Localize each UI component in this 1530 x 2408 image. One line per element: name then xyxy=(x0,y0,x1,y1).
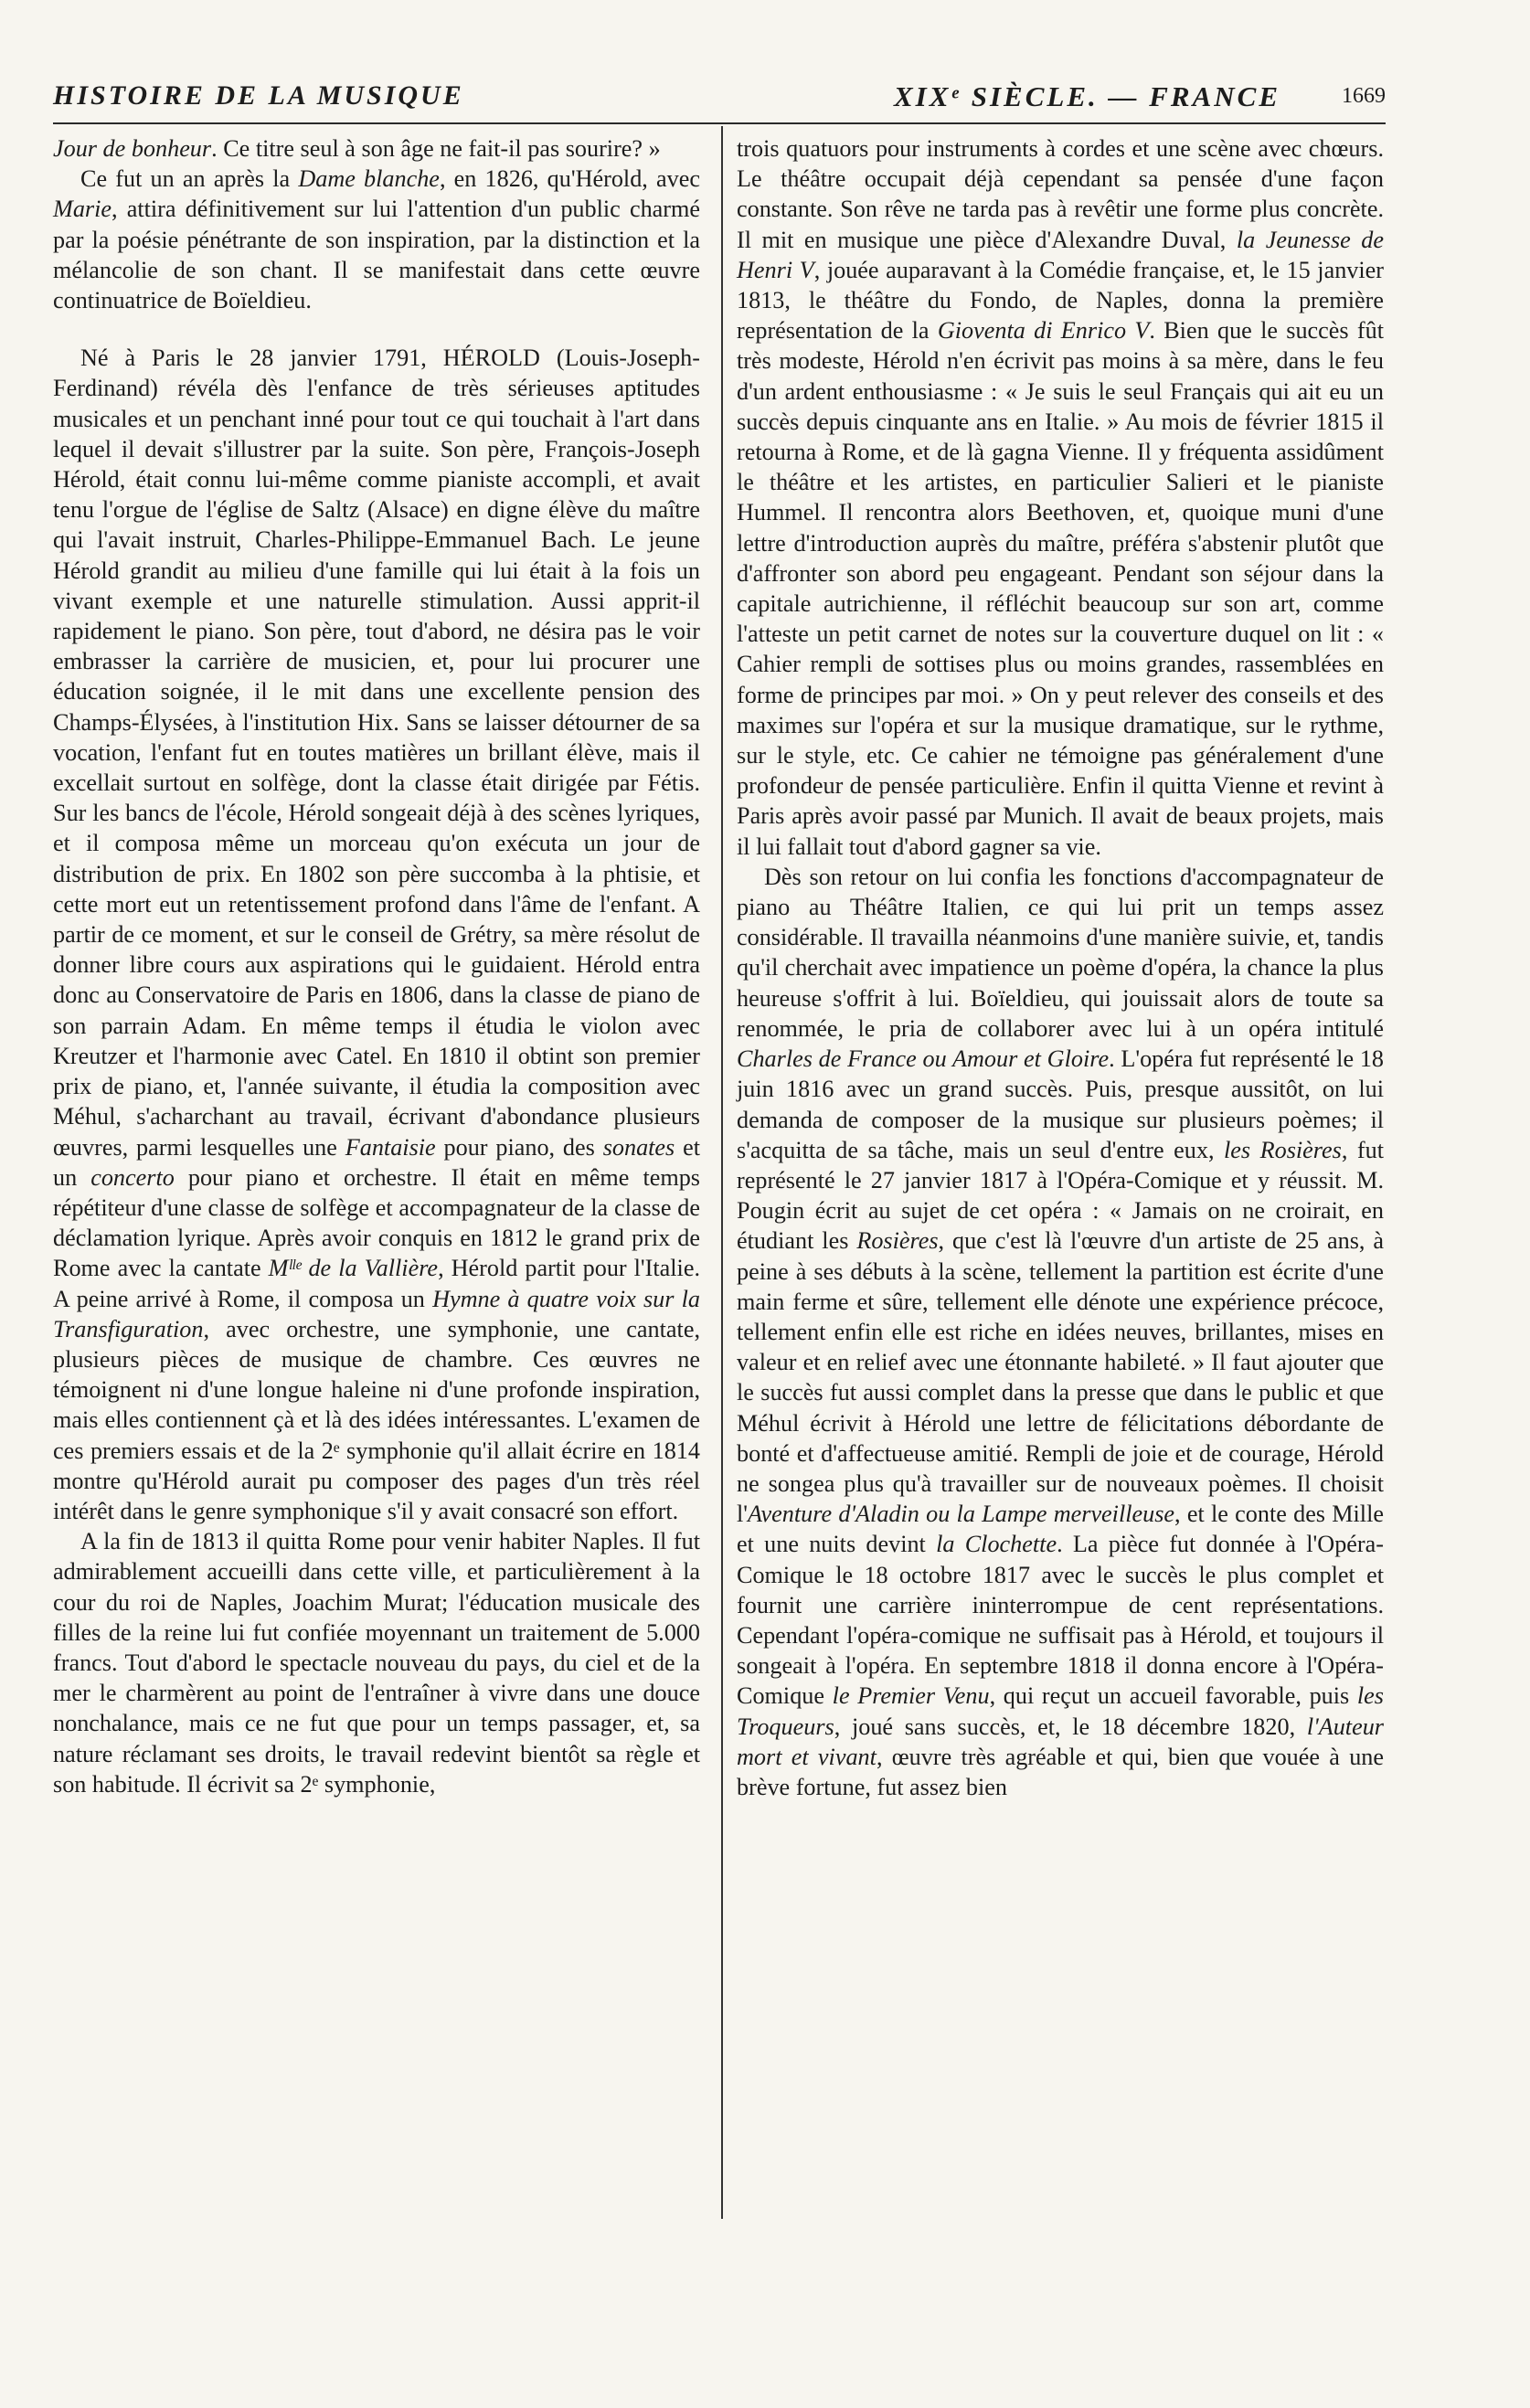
paragraph: A la fin de 1813 il quitta Rome pour venir habiter Naples. Il fut admirablement accueilli dans cette ville, et particulièrement à la cour du roi de Naples, Joachim Murat; l'éducation musicale des filles de la reine lui fut confiée moyennant un traitement de 5.000 francs. Tout d'abord le spectacle nouveau du pays, du ciel et de la mer le charmèrent au point de l'entraîner à vivre dans une douce nonchalance, mais ce ne fut que pour un temps passager, et, sa nature réclamant ses droits, le travail redevint bientôt sa règle et son habitude. Il écrivit sa 2ᵉ symphonie, xyxy=(53,1528,700,1798)
paragraph-text: . Ce titre seul à son âge ne fait-il pas sourire? » xyxy=(211,135,661,162)
paragraph xyxy=(53,133,700,164)
paragraph-text: , en 1826, qu'Hérold, avec xyxy=(439,165,700,193)
column-divider xyxy=(721,126,723,2219)
work-title: Dame blanche xyxy=(298,165,440,193)
work-title: Charles de France ou Amour et Gloire xyxy=(737,1045,1110,1073)
work-title: Hymne à quatre voix sur la Transfiguration xyxy=(53,1285,700,1342)
header-rule xyxy=(53,122,1386,124)
work-title: la Jeunesse de Henri V xyxy=(737,226,1384,283)
paragraph-text: , joué sans succès, et, le 18 décembre 1820, xyxy=(834,1713,1307,1740)
paragraph-text: , œuvre très agréable et qui, bien que vouée à une brève fortune, fut assez bien xyxy=(737,1743,1385,1800)
paragraph-text: . Bien que le succès fût très modeste, Hérold n'en écrivit pas moins à sa mère, dans le feu d'un ardent enthousiasme : « Je suis le seul Français qui ait eu un succès depuis cinquante ans en Italie. » Au mois de février 1815 il retourna à Rome, et de là gagna Vienne. Il y fréquenta assidûment le théâtre et les artistes, en particulier Salieri et le pianiste Hummel. Il rencontra alors Beethoven, et, quoique muni d'une lettre d'introduction auprès du maître, préféra s'abstenir plutôt que d'affronter son abord peu engageant. Pendant son séjour dans la capitale autrichienne, il réfléchit beaucoup sur son art, comme l'atteste un petit carnet de notes sur la couverture duquel on lit : « Cahier rempli de sottises plus ou moins grandes, rassemblées en forme de principes par moi. » On y peut relever des conseils et des maximes sur l'opéra et sur la musique dramatique, sur le rythme, sur le style, etc. Ce cahier ne témoigne pas généralement d'une profondeur de pensée particulière. Enfin il quitta Vienne et revint à Paris après avoir passé par Munich. Il avait de beaux projets, mais il lui fallait tout d'abord gagner sa vie. xyxy=(737,317,1385,860)
work-title: Gioventa di Enrico V xyxy=(937,317,1150,345)
paragraph-text: Dès son retour on lui confia les fonctions d'accompagnateur de piano au Théâtre Italien, ce qui lui prit un temps assez considérable. Il travailla néanmoins d'une manière suivie, et, tandis qu'il cherchait avec impatience un poème d'opéra, la chance la plus heureuse s'offrit à lui. Boïeldieu, qui jouissait alors de toute sa renommée, le pria de collaborer avec lui à un opéra intitulé xyxy=(737,863,1384,1042)
paragraph-text: , fut représenté le 27 janvier 1817 à l'Opéra-Comique et y réussit. M. Pougin écrit au sujet de cet opéra : « Jamais on ne croirait, en étudiant les xyxy=(737,1136,1384,1255)
paragraph-text: . L'opéra fut représenté le 18 juin 1816 avec un grand succès. Puis, presque aussitôt, on lui demanda de composer de la musique sur plusieurs poèmes; il s'acquitta de sa tâche, mais un seul d'entre eux, xyxy=(737,1045,1385,1163)
work-title: Aventure d'Aladin ou la Lampe merveilleuse xyxy=(748,1501,1175,1528)
work-title: le Premier Venu xyxy=(832,1682,990,1710)
paragraph-text: , avec orchestre, une symphonie, une cantate, plusieurs pièces de musique de chambre. Ces œuvres ne témoignent ni d'une longue haleine ni d'une profonde inspiration, mais elles contiennent çà et là des idées intéressantes. L'examen de ces premiers essais et de la 2ᵉ symphonie qu'il allait écrire en 1814 montre qu'Hérold aurait pu composer des pages d'un très réel intérêt dans le genre symphonique s'il y avait consacré son effort. xyxy=(53,1315,700,1524)
paragraph-text: pour piano et orchestre. Il était en même temps répétiteur d'une classe de solfège et accompagnateur de la classe de déclamation lyrique. Après avoir conquis en 1812 le grand prix de Rome avec la cantate xyxy=(53,1163,701,1282)
header-book-title: HISTOIRE DE LA MUSIQUE xyxy=(53,80,464,111)
paragraph xyxy=(737,133,1384,862)
work-title: Fantaisie xyxy=(345,1133,436,1161)
work-title: l'Auteur mort et vivant xyxy=(737,1713,1384,1770)
paragraph-text: , Hérold partit pour l'Italie. A peine arrivé à Rome, il composa un xyxy=(53,1255,700,1312)
work-title: Rosières xyxy=(856,1227,939,1255)
paragraph xyxy=(53,343,700,1526)
right-column xyxy=(737,133,1384,1802)
running-header xyxy=(53,77,1386,117)
page-number: 1669 xyxy=(1342,84,1386,108)
paragraph-text: , qui reçut un accueil favorable, puis xyxy=(989,1682,1357,1710)
paragraph-text: , et le conte des Mille et une nuits devint xyxy=(737,1501,1384,1558)
work-title: Jour de bonheur xyxy=(53,135,212,162)
header-section-title: XIXᵉ SIÈCLE. — FRANCE xyxy=(894,80,1281,112)
work-title: la Clochette xyxy=(936,1531,1057,1558)
paragraph-text: Né à Paris le 28 janvier 1791, HÉROLD (Louis-Joseph-Ferdinand) révéla dès l'enfance de très sérieuses aptitudes musicales et un penchant inné pour tout ce qui touchait à l'art dans lequel il devait s'illustrer par la suite. Son père, François-Joseph Hérold, était connu lui-même comme pianiste accompli, et avait tenu l'orgue de l'église de Saltz (Alsace) en digne élève du maître qui l'avait instruit, Charles-Philippe-Emmanuel Bach. Le jeune Hérold grandit au milieu d'une famille qui lui était à la fois un vivant exemple et une naturelle stimulation. Aussi apprit-il rapidement le piano. Son père, tout d'abord, ne désira pas le voir embrasser la carrière de musicien, et, pour lui procurer une éducation soignée, il le mit dans une excellente pension des Champs-Élysées, à l'institution Hix. Sans se laisser détourner de sa vocation, l'enfant fut en toutes matières un brillant élève, mais il excellait surtout en solfège, dont la classe était dirigée par Fétis. Sur les bancs de l'école, Hérold songeait déjà à des scènes lyriques, et il composa même un morceau qu'on exécuta un jour de distribution de prix. En 1802 son père succomba à la phtisie, et cette mort eut un retentissement profond dans l'âme de l'enfant. A partir de ce moment, et sur le conseil de Grétry, sa mère résolut de donner libre cours aux aspirations qui le guidaient. Hérold entra donc au Conservatoire de Paris en 1806, dans la classe de piano de son parrain Adam. En même temps il étudia le violon avec Kreutzer et l'harmonie avec Catel. En 1810 il obtint son premier prix de piano, et, l'année suivante, il étudia la composition avec Méhul, s'acharchant au travail, écrivant d'abondance plusieurs œuvres, parmi lesquelles une xyxy=(53,345,700,1161)
paragraph-text: et un xyxy=(53,1133,700,1191)
work-title: les Rosières xyxy=(1224,1136,1342,1163)
work-title: Mˡˡᵉ de la Vallière xyxy=(268,1255,439,1282)
paragraph-text: , attira définitivement sur lui l'attention d'un public charmé par la poésie pénétrante de son inspiration, par la distinction et la mélancolie de son chant. Il se manifestait dans cette œuvre continuatrice de Boïeldieu. xyxy=(53,196,700,314)
work-title: les Troqueurs xyxy=(737,1682,1384,1740)
work-title: concerto xyxy=(90,1163,175,1191)
paragraph-text: , que c'est là l'œuvre d'un artiste de 25 ans, à peine à ses débuts à la scène, tellement la partition est écrite d'une main ferme et sûre, tellement elle dénote une expérience précoce, tellement enfin elle est riche en idées neuves, brillantes, mises en valeur et en relief avec une étonnante habileté. » Il faut ajouter que le succès fut aussi complet dans la presse que dans le public et que Méhul écrivit à Hérold une lettre de félicitations débordante de bonté et d'affectueuse amitié. Rempli de joie et de courage, Hérold ne songea plus qu'à travailler sur de nouveaux poèmes. Il choisit l' xyxy=(737,1227,1385,1528)
paragraph xyxy=(53,164,700,315)
work-title: sonates xyxy=(602,1133,675,1161)
paragraph-text: , jouée auparavant à la Comédie française, et, le 15 janvier 1813, le théâtre du Fondo, de Naples, donna la première représentation de la xyxy=(737,256,1384,345)
paragraph-text: trois quatuors pour instruments à cordes et une scène avec chœurs. Le théâtre occupait déjà cependant sa pensée d'une façon constante. Son rêve ne tarda pas à revêtir une forme plus concrète. Il mit en musique une pièce d'Alexandre Duval, xyxy=(737,135,1384,253)
paragraph xyxy=(737,862,1384,1802)
paragraph-text: pour piano, des xyxy=(435,1133,603,1161)
work-title: Marie xyxy=(53,196,112,223)
paragraph-text: . La pièce fut donnée à l'Opéra-Comique le 18 octobre 1817 avec le succès le plus complet et fournit une carrière ininterrompue de cent représentations. Cependant l'opéra-comique ne suffisait pas à Hérold, et toujours il songeait à l'opéra. En septembre 1818 il donna encore à l'Opéra-Comique xyxy=(737,1531,1384,1710)
paragraph-text: Ce fut un an après la xyxy=(80,165,299,193)
left-column xyxy=(53,133,700,1799)
